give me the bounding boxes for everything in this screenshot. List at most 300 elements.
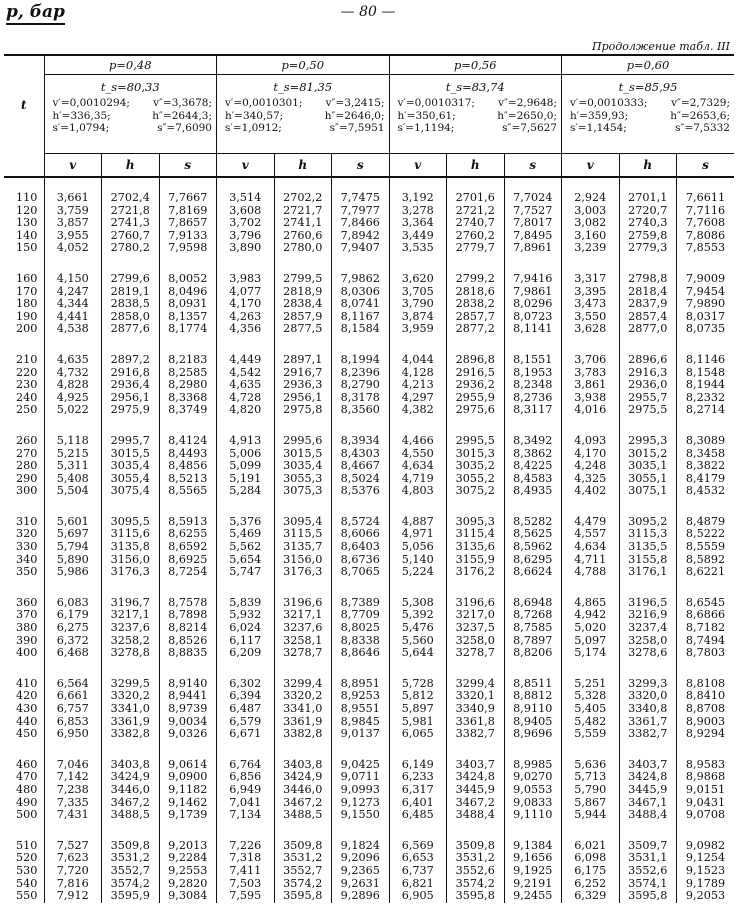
value-cell: 9,1523: [677, 865, 735, 878]
value-cell: 5,747: [217, 566, 275, 579]
value-cell: 3320,1: [447, 690, 505, 703]
value-cell: 8,9868: [677, 771, 735, 784]
temperature-cell: 180: [16, 297, 38, 311]
saturation-value-s1: s′=1,0794;: [52, 122, 110, 134]
value-cell: 4,828: [44, 379, 102, 392]
value-cell: 3446,0: [102, 784, 160, 797]
saturation-value-s1: s′=1,0912;: [225, 122, 282, 134]
value-cell: 7,226: [217, 840, 275, 853]
value-cell: 3217,1: [274, 609, 332, 622]
value-cell: 8,4667: [332, 460, 390, 473]
value-cell: 7,9416: [504, 273, 562, 286]
value-cell: 2779,3: [619, 242, 677, 255]
value-cell: 4,247: [44, 286, 102, 299]
value-cell: 8,5892: [677, 554, 735, 567]
value-cell: 7,7608: [677, 217, 735, 230]
value-cell: 8,3862: [504, 448, 562, 461]
value-cell: 8,7254: [159, 566, 217, 579]
value-cell: 3155,9: [447, 554, 505, 567]
value-cell: 8,1994: [332, 354, 390, 367]
blank-header-cell: [4, 154, 44, 178]
value-cell: 3340,8: [619, 703, 677, 716]
value-cell: 3217,1: [102, 609, 160, 622]
value-cell: 5,215: [44, 448, 102, 461]
value-cell: 4,865: [562, 597, 620, 610]
value-cell: 8,4879: [677, 516, 735, 529]
value-cell: 5,224: [389, 566, 447, 579]
value-cell: 9,1824: [332, 840, 390, 853]
value-cell: 8,8511: [504, 678, 562, 691]
value-cell: 8,6624: [504, 566, 562, 579]
value-cell: 7,527: [44, 840, 102, 853]
value-cell: 4,728: [217, 392, 275, 405]
value-cell: 7,142: [44, 771, 102, 784]
value-cell: 3509,8: [447, 840, 505, 853]
value-cell: 5,644: [389, 647, 447, 660]
value-cell: 3424,9: [102, 771, 160, 784]
pressure-unit-label: p, бар: [6, 2, 65, 25]
value-cell: 6,950: [44, 728, 102, 741]
value-cell: 7,7024: [504, 177, 562, 205]
value-cell: 4,711: [562, 554, 620, 567]
value-cell: 7,9009: [677, 273, 735, 286]
value-cell: 3488,4: [447, 809, 505, 822]
value-cell: 8,6925: [159, 554, 217, 567]
temperature-cell: 490: [16, 795, 38, 809]
value-cell: 3,959: [389, 323, 447, 336]
value-cell: 3115,3: [619, 528, 677, 541]
value-cell: 2701,6: [447, 177, 505, 205]
saturation-value-v1: v′=0,0010333;: [570, 97, 648, 109]
value-cell: 4,942: [562, 609, 620, 622]
table-row: [4, 541, 734, 554]
value-cell: 3,796: [217, 230, 275, 243]
value-cell: 5,020: [562, 622, 620, 635]
value-cell: 3,955: [44, 230, 102, 243]
value-cell: 5,897: [389, 703, 447, 716]
value-cell: 2780,2: [102, 242, 160, 255]
value-cell: 3467,2: [102, 797, 160, 810]
value-cell: 8,6592: [159, 541, 217, 554]
value-cell: 7,7475: [332, 177, 390, 205]
value-cell: 2702,4: [102, 177, 160, 205]
value-cell: 8,7709: [332, 609, 390, 622]
value-cell: 7,8017: [504, 217, 562, 230]
table-continuation-caption: Продолжение табл. III: [592, 40, 730, 53]
table-row: [4, 177, 734, 205]
value-cell: 8,5376: [332, 485, 390, 498]
table-row: [4, 647, 734, 660]
value-cell: 2896,6: [619, 354, 677, 367]
value-cell: 8,3492: [504, 435, 562, 448]
column-header-v: v: [389, 154, 447, 178]
value-cell: 3574,2: [102, 878, 160, 891]
value-cell: 3216,9: [619, 609, 677, 622]
value-cell: 3595,8: [274, 890, 332, 903]
value-cell: 4,344: [44, 298, 102, 311]
temperature-cell: 310: [16, 514, 38, 528]
value-cell: 3320,2: [274, 690, 332, 703]
temperature-cell: 150: [16, 241, 38, 255]
value-cell: 5,636: [562, 759, 620, 772]
column-header-s: s: [332, 154, 390, 178]
value-cell: 2779,7: [447, 242, 505, 255]
value-cell: 8,8951: [332, 678, 390, 691]
value-cell: 2741,1: [274, 217, 332, 230]
temperature-cell: 510: [16, 838, 38, 852]
value-cell: 2995,7: [102, 435, 160, 448]
value-cell: 8,5024: [332, 473, 390, 486]
value-cell: 3196,6: [274, 597, 332, 610]
value-cell: 3135,5: [619, 541, 677, 554]
value-cell: 9,0982: [677, 840, 735, 853]
value-cell: 3176,2: [447, 566, 505, 579]
value-cell: 7,9890: [677, 298, 735, 311]
value-cell: 2877,5: [274, 323, 332, 336]
value-cell: 5,601: [44, 516, 102, 529]
value-cell: 3,857: [44, 217, 102, 230]
value-cell: 6,117: [217, 635, 275, 648]
value-cell: 8,8108: [677, 678, 735, 691]
value-cell: 3115,4: [447, 528, 505, 541]
value-cell: 8,0741: [332, 298, 390, 311]
value-cell: 3075,4: [102, 485, 160, 498]
value-cell: 3446,0: [274, 784, 332, 797]
table-row: [4, 242, 734, 255]
temperature-cell: 260: [16, 433, 38, 447]
saturation-temperature: t_s=81,35: [273, 80, 333, 94]
value-cell: 8,3117: [504, 404, 562, 417]
row-group-spacer: [4, 255, 734, 273]
value-cell: 7,8495: [504, 230, 562, 243]
value-cell: 7,8942: [332, 230, 390, 243]
value-cell: 9,0425: [332, 759, 390, 772]
value-cell: 3595,8: [447, 890, 505, 903]
value-cell: 8,9696: [504, 728, 562, 741]
value-cell: 3467,2: [447, 797, 505, 810]
value-cell: 6,485: [389, 809, 447, 822]
saturation-value-v1: v′=0,0010294;: [52, 97, 130, 109]
value-cell: 3,706: [562, 354, 620, 367]
temperature-cell: 370: [16, 608, 38, 622]
value-cell: 4,479: [562, 516, 620, 529]
saturation-block-0: [44, 75, 217, 154]
value-cell: 6,175: [562, 865, 620, 878]
value-cell: 7,8086: [677, 230, 735, 243]
saturation-block-2: [389, 75, 562, 154]
value-cell: 8,7494: [677, 635, 735, 648]
value-cell: 4,356: [217, 323, 275, 336]
temperature-cell: 190: [16, 309, 38, 323]
value-cell: 6,024: [217, 622, 275, 635]
temperature-cell: 200: [16, 322, 38, 336]
value-cell: 8,5559: [677, 541, 735, 554]
saturation-value-s1: s′=1,1194;: [397, 122, 455, 134]
value-cell: 8,7578: [159, 597, 217, 610]
value-cell: 8,5282: [504, 516, 562, 529]
value-cell: 3341,0: [102, 703, 160, 716]
value-cell: 3,608: [217, 205, 275, 218]
value-cell: 8,2332: [677, 392, 735, 405]
value-cell: 2995,3: [619, 435, 677, 448]
value-cell: 3403,8: [274, 759, 332, 772]
value-cell: 3095,2: [619, 516, 677, 529]
value-cell: 6,737: [389, 865, 447, 878]
value-cell: 2995,6: [274, 435, 332, 448]
value-cell: 5,328: [562, 690, 620, 703]
temperature-cell: 210: [16, 352, 38, 366]
value-cell: 8,9985: [504, 759, 562, 772]
temperature-cell: 250: [16, 403, 38, 417]
value-cell: 3155,8: [619, 554, 677, 567]
value-cell: 2759,8: [619, 230, 677, 243]
pressure-header-3: p=0,60: [562, 56, 735, 75]
value-cell: 8,3178: [332, 392, 390, 405]
value-cell: 8,0306: [332, 286, 390, 299]
value-cell: 9,1656: [504, 852, 562, 865]
value-cell: 8,2980: [159, 379, 217, 392]
value-cell: 3237,4: [619, 622, 677, 635]
value-cell: 5,140: [389, 554, 447, 567]
value-cell: 3,783: [562, 367, 620, 380]
value-cell: 4,441: [44, 311, 102, 324]
value-cell: 2741,3: [102, 217, 160, 230]
saturation-value-v2: v″=3,3678;: [153, 97, 212, 109]
value-cell: 3196,5: [619, 597, 677, 610]
saturation-value-h1: h′=336,35;: [52, 109, 111, 122]
value-cell: 8,6295: [504, 554, 562, 567]
value-cell: 5,308: [389, 597, 447, 610]
value-cell: 2799,6: [102, 273, 160, 286]
value-cell: 4,887: [389, 516, 447, 529]
value-cell: 5,867: [562, 797, 620, 810]
value-cell: 5,697: [44, 528, 102, 541]
value-cell: 8,9845: [332, 716, 390, 729]
value-cell: 7,7116: [677, 205, 735, 218]
value-cell: 6,853: [44, 716, 102, 729]
value-cell: 5,981: [389, 716, 447, 729]
row-group-spacer: [4, 417, 734, 435]
value-cell: 5,118: [44, 435, 102, 448]
value-cell: 8,5962: [504, 541, 562, 554]
column-header-s: s: [159, 154, 217, 178]
value-cell: 6,149: [389, 759, 447, 772]
value-cell: 8,9551: [332, 703, 390, 716]
value-cell: 8,2790: [332, 379, 390, 392]
value-cell: 8,7585: [504, 622, 562, 635]
pressure-header-0: p=0,48: [44, 56, 217, 75]
value-cell: 3424,8: [447, 771, 505, 784]
temperature-cell: 340: [16, 552, 38, 566]
value-cell: 4,634: [562, 541, 620, 554]
value-cell: 8,9294: [677, 728, 735, 741]
value-cell: 8,5625: [504, 528, 562, 541]
value-cell: 2896,8: [447, 354, 505, 367]
value-cell: 5,405: [562, 703, 620, 716]
value-cell: 9,1384: [504, 840, 562, 853]
value-cell: 2916,5: [447, 367, 505, 380]
value-cell: 7,7667: [159, 177, 217, 205]
value-cell: 8,1357: [159, 311, 217, 324]
value-cell: 2916,7: [274, 367, 332, 380]
value-cell: 8,7898: [159, 609, 217, 622]
temperature-cell: 290: [16, 471, 38, 485]
value-cell: 7,8657: [159, 217, 217, 230]
value-cell: 5,559: [562, 728, 620, 741]
value-cell: 8,8410: [677, 690, 735, 703]
value-cell: 4,634: [389, 460, 447, 473]
table-row: [4, 460, 734, 473]
value-cell: 8,4493: [159, 448, 217, 461]
table-row: [4, 703, 734, 716]
value-cell: 4,635: [217, 379, 275, 392]
temperature-column-header: t: [20, 97, 27, 112]
saturation-value-h2: h″=2650,0;: [497, 109, 557, 122]
value-cell: 8,9253: [332, 690, 390, 703]
value-cell: 9,2096: [332, 852, 390, 865]
value-cell: 4,925: [44, 392, 102, 405]
value-cell: 3424,8: [619, 771, 677, 784]
value-cell: 2760,2: [447, 230, 505, 243]
saturation-value-v2: v″=3,2415;: [325, 97, 385, 109]
saturation-value-v1: v′=0,0010301;: [225, 97, 303, 109]
value-cell: 6,856: [217, 771, 275, 784]
value-cell: 4,971: [389, 528, 447, 541]
table-row: [4, 273, 734, 286]
value-cell: 6,487: [217, 703, 275, 716]
value-cell: 2955,7: [619, 392, 677, 405]
column-header-v: v: [44, 154, 102, 178]
value-cell: 3075,3: [274, 485, 332, 498]
table-row: [4, 404, 734, 417]
value-cell: 3,535: [389, 242, 447, 255]
value-cell: 8,4583: [504, 473, 562, 486]
value-cell: 9,0614: [159, 759, 217, 772]
value-cell: 2936,2: [447, 379, 505, 392]
temperature-cell: 530: [16, 863, 38, 877]
value-cell: 3382,7: [619, 728, 677, 741]
table-row: [4, 217, 734, 230]
value-cell: 3445,9: [619, 784, 677, 797]
row-group-spacer: [4, 741, 734, 759]
value-cell: 5,284: [217, 485, 275, 498]
value-cell: 8,4856: [159, 460, 217, 473]
value-cell: 3,473: [562, 298, 620, 311]
value-cell: 3,861: [562, 379, 620, 392]
value-cell: 9,2013: [159, 840, 217, 853]
value-cell: 5,944: [562, 809, 620, 822]
value-cell: 4,044: [389, 354, 447, 367]
value-cell: 6,372: [44, 635, 102, 648]
value-cell: 3341,0: [274, 703, 332, 716]
value-cell: 4,325: [562, 473, 620, 486]
value-cell: 3196,7: [102, 597, 160, 610]
column-header-h: h: [274, 154, 332, 178]
value-cell: 2701,1: [619, 177, 677, 205]
temperature-cell: 480: [16, 782, 38, 796]
value-cell: 2702,2: [274, 177, 332, 205]
value-cell: 3574,2: [447, 878, 505, 891]
value-cell: 3035,4: [102, 460, 160, 473]
table-row: [4, 379, 734, 392]
row-group-spacer: [4, 660, 734, 678]
value-cell: 3,890: [217, 242, 275, 255]
value-cell: 3237,6: [274, 622, 332, 635]
value-cell: 3,003: [562, 205, 620, 218]
value-cell: 6,209: [217, 647, 275, 660]
value-cell: 5,099: [217, 460, 275, 473]
value-cell: 3278,8: [102, 647, 160, 660]
value-cell: 3,550: [562, 311, 620, 324]
temperature-cell: 120: [16, 203, 38, 217]
saturation-value-h1: h′=340,57;: [225, 109, 284, 122]
value-cell: 6,302: [217, 678, 275, 691]
value-cell: 8,8812: [504, 690, 562, 703]
value-cell: 9,1739: [159, 809, 217, 822]
value-cell: 7,9133: [159, 230, 217, 243]
value-cell: 2936,4: [102, 379, 160, 392]
value-cell: 7,134: [217, 809, 275, 822]
row-group-spacer: [4, 336, 734, 354]
value-cell: 3361,9: [102, 716, 160, 729]
value-cell: 3278,6: [619, 647, 677, 660]
temperature-cell: 350: [16, 565, 38, 579]
value-cell: 9,0993: [332, 784, 390, 797]
value-cell: 3,759: [44, 205, 102, 218]
value-cell: 2975,8: [274, 404, 332, 417]
saturation-value-s2: s″=7,5627: [502, 122, 557, 134]
value-cell: 5,890: [44, 554, 102, 567]
temperature-cell: 420: [16, 689, 38, 703]
value-cell: 3,938: [562, 392, 620, 405]
value-cell: 5,504: [44, 485, 102, 498]
value-cell: 3135,6: [447, 541, 505, 554]
value-cell: 5,932: [217, 609, 275, 622]
table-row: [4, 435, 734, 448]
value-cell: 3035,4: [274, 460, 332, 473]
value-cell: 7,9407: [332, 242, 390, 255]
temperature-cell: 280: [16, 459, 38, 473]
value-cell: 8,8708: [677, 703, 735, 716]
value-cell: 4,128: [389, 367, 447, 380]
value-cell: 7,8553: [677, 242, 735, 255]
value-cell: 2721,2: [447, 205, 505, 218]
value-cell: 9,0151: [677, 784, 735, 797]
temperature-cell: 300: [16, 484, 38, 498]
value-cell: 5,728: [389, 678, 447, 691]
value-cell: 7,720: [44, 865, 102, 878]
value-cell: 3055,1: [619, 473, 677, 486]
table-row: [4, 323, 734, 336]
temperature-cell: 270: [16, 446, 38, 460]
value-cell: 8,2585: [159, 367, 217, 380]
value-cell: 8,7268: [504, 609, 562, 622]
value-cell: 8,9003: [677, 716, 735, 729]
value-cell: 2740,7: [447, 217, 505, 230]
value-cell: 6,905: [389, 890, 447, 903]
saturation-value-v2: v″=2,7329;: [671, 97, 730, 109]
value-cell: 9,2191: [504, 878, 562, 891]
column-header-h: h: [447, 154, 505, 178]
value-cell: 8,1551: [504, 354, 562, 367]
value-cell: 3382,8: [102, 728, 160, 741]
value-cell: 4,557: [562, 528, 620, 541]
value-cell: 2857,9: [274, 311, 332, 324]
value-cell: 8,1944: [677, 379, 735, 392]
value-cell: 3,192: [389, 177, 447, 205]
value-cell: 2799,5: [274, 273, 332, 286]
temperature-cell: 400: [16, 646, 38, 660]
